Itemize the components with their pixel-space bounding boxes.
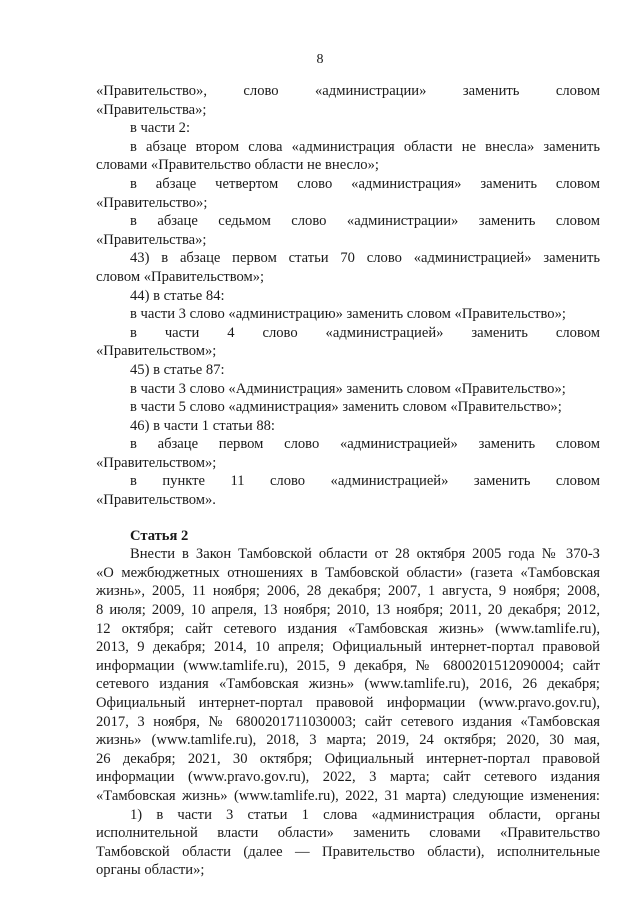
text-line: органы области»; bbox=[96, 862, 205, 879]
text-line: 45) в статье 87: bbox=[130, 361, 225, 378]
text-line: исполнительной власти области» заменить словами «Правительство bbox=[96, 825, 600, 842]
text-line: 12 октября; сайт сетевого издания «Тамбовская жизнь» (www.tamlife.ru), bbox=[96, 620, 600, 637]
text-line: 43) в абзаце первом статьи 70 слово «администрацией» заменить bbox=[130, 250, 600, 267]
text-line: в абзаце первом слово «администрацией» заменить словом bbox=[130, 436, 600, 453]
text-line: 44) в статье 84: bbox=[130, 287, 225, 304]
text-line: Тамбовской области (далее — Правительство области), исполнительные bbox=[96, 843, 600, 860]
article-heading: Статья 2 bbox=[130, 527, 189, 544]
text-line: в абзаце четвертом слово «администрация» заменить словом bbox=[130, 175, 600, 192]
text-line: «Правительством»; bbox=[96, 454, 217, 471]
text-line: 8 июля; 2009, 10 апреля, 13 ноября; 2010, 13 ноября; 2011, 20 декабря; 2012, bbox=[96, 602, 600, 619]
text-line: «Правительством». bbox=[96, 492, 216, 509]
text-line: в пункте 11 слово «администрацией» заменить словом bbox=[130, 473, 600, 490]
text-line: «Правительством»; bbox=[96, 343, 217, 360]
amendments-list bbox=[96, 82, 600, 510]
text-line: словом «Правительством»; bbox=[96, 268, 265, 285]
text-line: словами «Правительство области не внесло»; bbox=[96, 157, 379, 174]
article-2-body bbox=[96, 545, 600, 880]
text-line: сетевого издания «Тамбовская жизнь» (www.tamlife.ru), 2016, 26 декабря; bbox=[96, 676, 600, 693]
page-number: 8 bbox=[316, 52, 324, 67]
text-line: в абзаце втором слова «администрация области не внесла» заменить bbox=[130, 138, 600, 155]
text-line: 2017, 3 ноября, № 6800201711030003; сайт сетевого издания «Тамбовская bbox=[96, 713, 600, 730]
text-line: в части 3 слово «Администрация» заменить словом «Правительство»; bbox=[130, 380, 566, 397]
text-line: 46) в части 1 статьи 88: bbox=[130, 417, 275, 434]
text-line: «Правительства»; bbox=[96, 231, 207, 248]
text-line: жизнь» (www.tamlife.ru), 2018, 3 марта; 2019, 24 октября; 2020, 30 мая, bbox=[96, 732, 600, 749]
text-line: «Правительство», слово «администрации» заменить словом bbox=[96, 83, 600, 99]
text-line: 26 декабря; 2021, 30 октября; Официальный интернет-портал правовой bbox=[96, 750, 600, 767]
text-line: «Тамбовская жизнь» (www.tamlife.ru), 2022, 31 марта) следующие изменения: bbox=[96, 787, 600, 804]
text-line: 1) в части 3 статьи 1 слова «администрация области, органы bbox=[130, 806, 600, 823]
text-line: жизнь», 2005, 11 ноября; 2006, 28 декабря; 2007, 1 августа, 9 ноября; 2008, bbox=[96, 583, 600, 600]
text-line: информации (www.pravo.gov.ru), 2022, 3 марта; сайт сетевого издания bbox=[96, 769, 600, 786]
text-line: в части 4 слово «администрацией» заменить словом bbox=[130, 324, 600, 341]
text-line: в части 2: bbox=[130, 120, 191, 137]
text-line: 2013, 9 декабря; 2014, 10 апреля; Официальный интернет-портал правовой bbox=[96, 639, 600, 656]
text-line: в части 3 слово «администрацию» заменить словом «Правительство»; bbox=[130, 306, 566, 323]
text-line: «Правительства»; bbox=[96, 101, 207, 118]
text-line: «Правительство»; bbox=[96, 194, 208, 211]
document-body bbox=[96, 82, 600, 880]
text-line: Внести в Закон Тамбовской области от 28 октября 2005 года № 370-З bbox=[130, 546, 600, 563]
text-line: в части 5 слово «администрация» заменить словом «Правительство»; bbox=[130, 399, 562, 416]
text-line: информации (www.tamlife.ru), 2015, 9 декабря, № 6800201512090004; сайт bbox=[96, 657, 600, 674]
text-line: «О межбюджетных отношениях в Тамбовской области» (газета «Тамбовская bbox=[96, 564, 600, 581]
text-line: Официальный интернет-портал правовой информации (www.pravo.gov.ru), bbox=[96, 695, 600, 711]
text-line: в абзаце седьмом слово «администрации» заменить словом bbox=[130, 213, 600, 230]
